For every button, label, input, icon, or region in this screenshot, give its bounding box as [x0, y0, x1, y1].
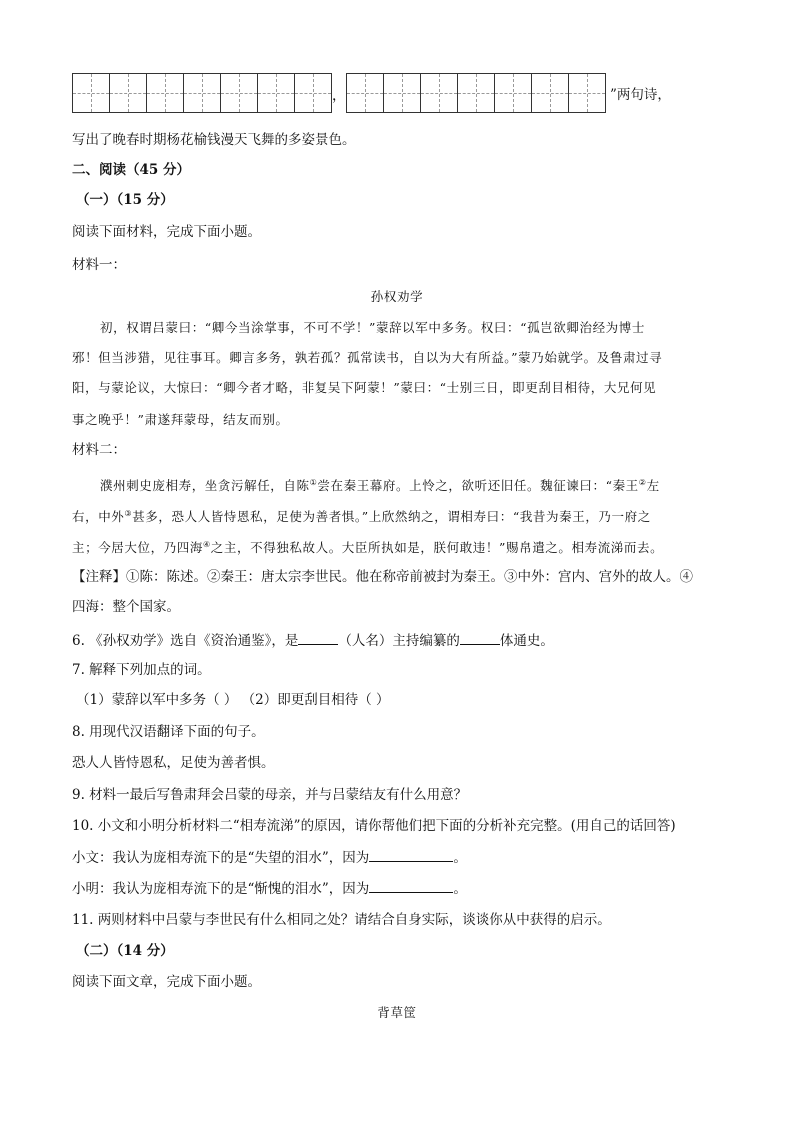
question-7-items: （1）蒙辞以军中多务（ ） （2）即更刮目相待（ ） [76, 692, 390, 708]
m2-line: 右，中外③甚多，恐人人皆恃恩私，足使为善者惧。”上欣然纳之，谓相寿曰：“我昔为秦王，乃一府之 [72, 509, 651, 525]
part2-heading: （二）（14 分） [76, 943, 174, 959]
article-title: 背草筐 [377, 1005, 417, 1020]
part1-heading: （一）（15 分） [76, 192, 174, 208]
m1-line: 邪！但当涉猎，见往事耳。卿言多务，孰若孤？孤常读书，自以为大有所益。”蒙乃始就学。及鲁肃过寻 [72, 350, 663, 365]
grid-cell[interactable] [568, 73, 606, 113]
notes: 四海：整个国家。 [72, 599, 180, 615]
answer-grid-left[interactable] [72, 73, 332, 113]
grid-tail-text: ”两句诗， [610, 87, 671, 103]
grid-cell[interactable] [72, 73, 110, 113]
blank-10b[interactable] [369, 878, 453, 893]
instruction: 阅读下面材料，完成下面小题。 [72, 224, 261, 240]
grid-cell[interactable] [109, 73, 147, 113]
grid-cell[interactable] [146, 73, 184, 113]
grid-cell[interactable] [183, 73, 221, 113]
question-10-b: 小明：我认为庞相寿流下的是“惭愧的泪水”，因为 。 [72, 878, 467, 899]
m2-line: 主；今居大位，乃四海④之主，不得独私故人。大臣所执如是，朕何敢违！”赐帛遣之。相寿流涕而去。 [72, 540, 664, 556]
grid-cell[interactable] [457, 73, 495, 113]
m1-line: 事之晚乎！”肃遂拜蒙母，结友而别。 [72, 412, 289, 427]
question-7: 7. 解释下列加点的词。 [72, 662, 211, 678]
answer-grid-right[interactable] [346, 73, 606, 113]
blank-style[interactable] [460, 630, 500, 645]
question-11: 11. 两则材料中吕蒙与李世民有什么相同之处？请结合自身实际，谈谈你从中获得的启示。 [72, 912, 611, 928]
instruction-2: 阅读下面文章，完成下面小题。 [72, 974, 261, 990]
m2-line: 濮州刺史庞相寿，坐贪污解任，自陈①尝在秦王幕府。上怜之，欲听还旧任。魏征谏曰：“秦王②左 [100, 478, 660, 494]
grid-cell[interactable] [220, 73, 258, 113]
question-8: 8. 用现代汉语翻译下面的句子。 [72, 724, 265, 740]
material2-label: 材料二： [72, 442, 126, 458]
grid-cell[interactable] [531, 73, 569, 113]
question-10: 10. 小文和小明分析材料二“相寿流涕”的原因，请你帮他们把下面的分析补充完整。(用自己的话回答) [72, 818, 676, 834]
grid-cell[interactable] [294, 73, 332, 113]
section-title: 二、阅读（45 分） [72, 162, 190, 178]
grid-cell[interactable] [346, 73, 384, 113]
blank-10a[interactable] [369, 847, 453, 862]
grid-comma: ， [332, 88, 346, 104]
grid-cell[interactable] [494, 73, 532, 113]
material1-label: 材料一： [72, 257, 126, 273]
question-9: 9. 材料一最后写鲁肃拜会吕蒙的母亲，并与吕蒙结友有什么用意？ [72, 787, 468, 803]
question-6: 6. 《孙权劝学》选自《资治通鉴》，是 （人名）主持编纂的 体通史。 [72, 630, 554, 651]
blank-author[interactable] [298, 630, 338, 645]
notes: 【注释】①陈：陈述。②秦王：唐太宗李世民。他在称帝前被封为秦王。③中外：宫内、宫外的故人。④ [72, 569, 693, 585]
m1-title: 孙权劝学 [370, 289, 424, 304]
grid-cell[interactable] [257, 73, 295, 113]
grid-cell[interactable] [383, 73, 421, 113]
m1-line: 初，权谓吕蒙曰：“卿今当涂掌事，不可不学！”蒙辞以军中多务。权曰：“孤岂欲卿治经为博士 [100, 320, 645, 335]
intro-line: 写出了晚春时期杨花榆钱漫天飞舞的多姿景色。 [72, 132, 356, 148]
m1-line: 阳，与蒙论议，大惊曰：“卿今者才略，非复吴下阿蒙！”蒙曰：“士别三日，即更刮目相待，大兄何见 [72, 380, 657, 395]
grid-cell[interactable] [420, 73, 458, 113]
question-10-a: 小文：我认为庞相寿流下的是“失望的泪水”，因为 。 [72, 847, 467, 868]
writing-grid [72, 71, 671, 113]
question-8-sentence: 恐人人皆恃恩私，足使为善者惧。 [72, 755, 275, 771]
